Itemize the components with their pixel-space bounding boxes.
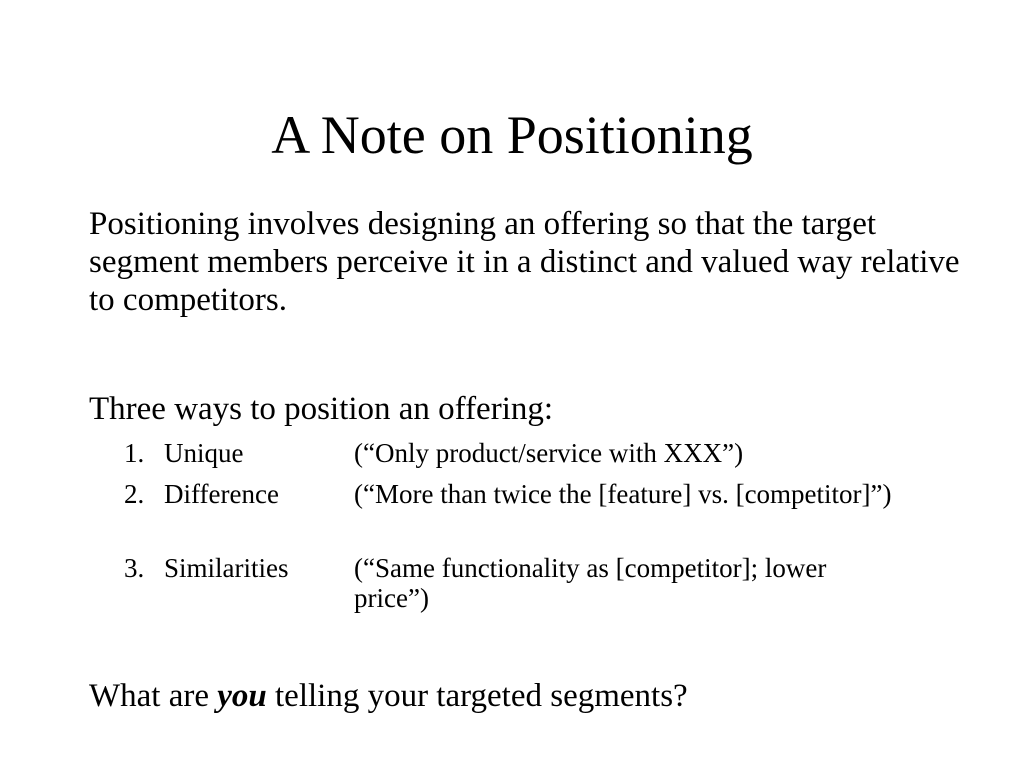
way-number: 3. (124, 553, 145, 583)
closing-text-after: telling your targeted segments? (266, 678, 688, 714)
closing-question (89, 676, 969, 716)
way-name: Difference (164, 479, 279, 509)
way-name: Unique (164, 438, 244, 468)
closing-emphasis: you (217, 678, 267, 714)
way-example: (“Same functionality as [competitor]; lower price”) (354, 553, 827, 613)
slide-title: A Note on Positioning (271, 105, 753, 165)
way-example: (“More than twice the [feature] vs. [competitor]”) (354, 479, 892, 509)
way-number: 1. (124, 438, 145, 468)
way-name: Similarities (164, 553, 289, 583)
closing-text-before: What are (89, 678, 218, 714)
way-example: (“Only product/service with XXX”) (354, 438, 744, 468)
ways-heading: Three ways to position an offering: (89, 391, 554, 427)
intro-paragraph: Positioning involves designing an offering so that the target segment members perceive it in a distinct and valued way relative to competitors. (89, 206, 960, 318)
way-number: 2. (124, 479, 145, 509)
